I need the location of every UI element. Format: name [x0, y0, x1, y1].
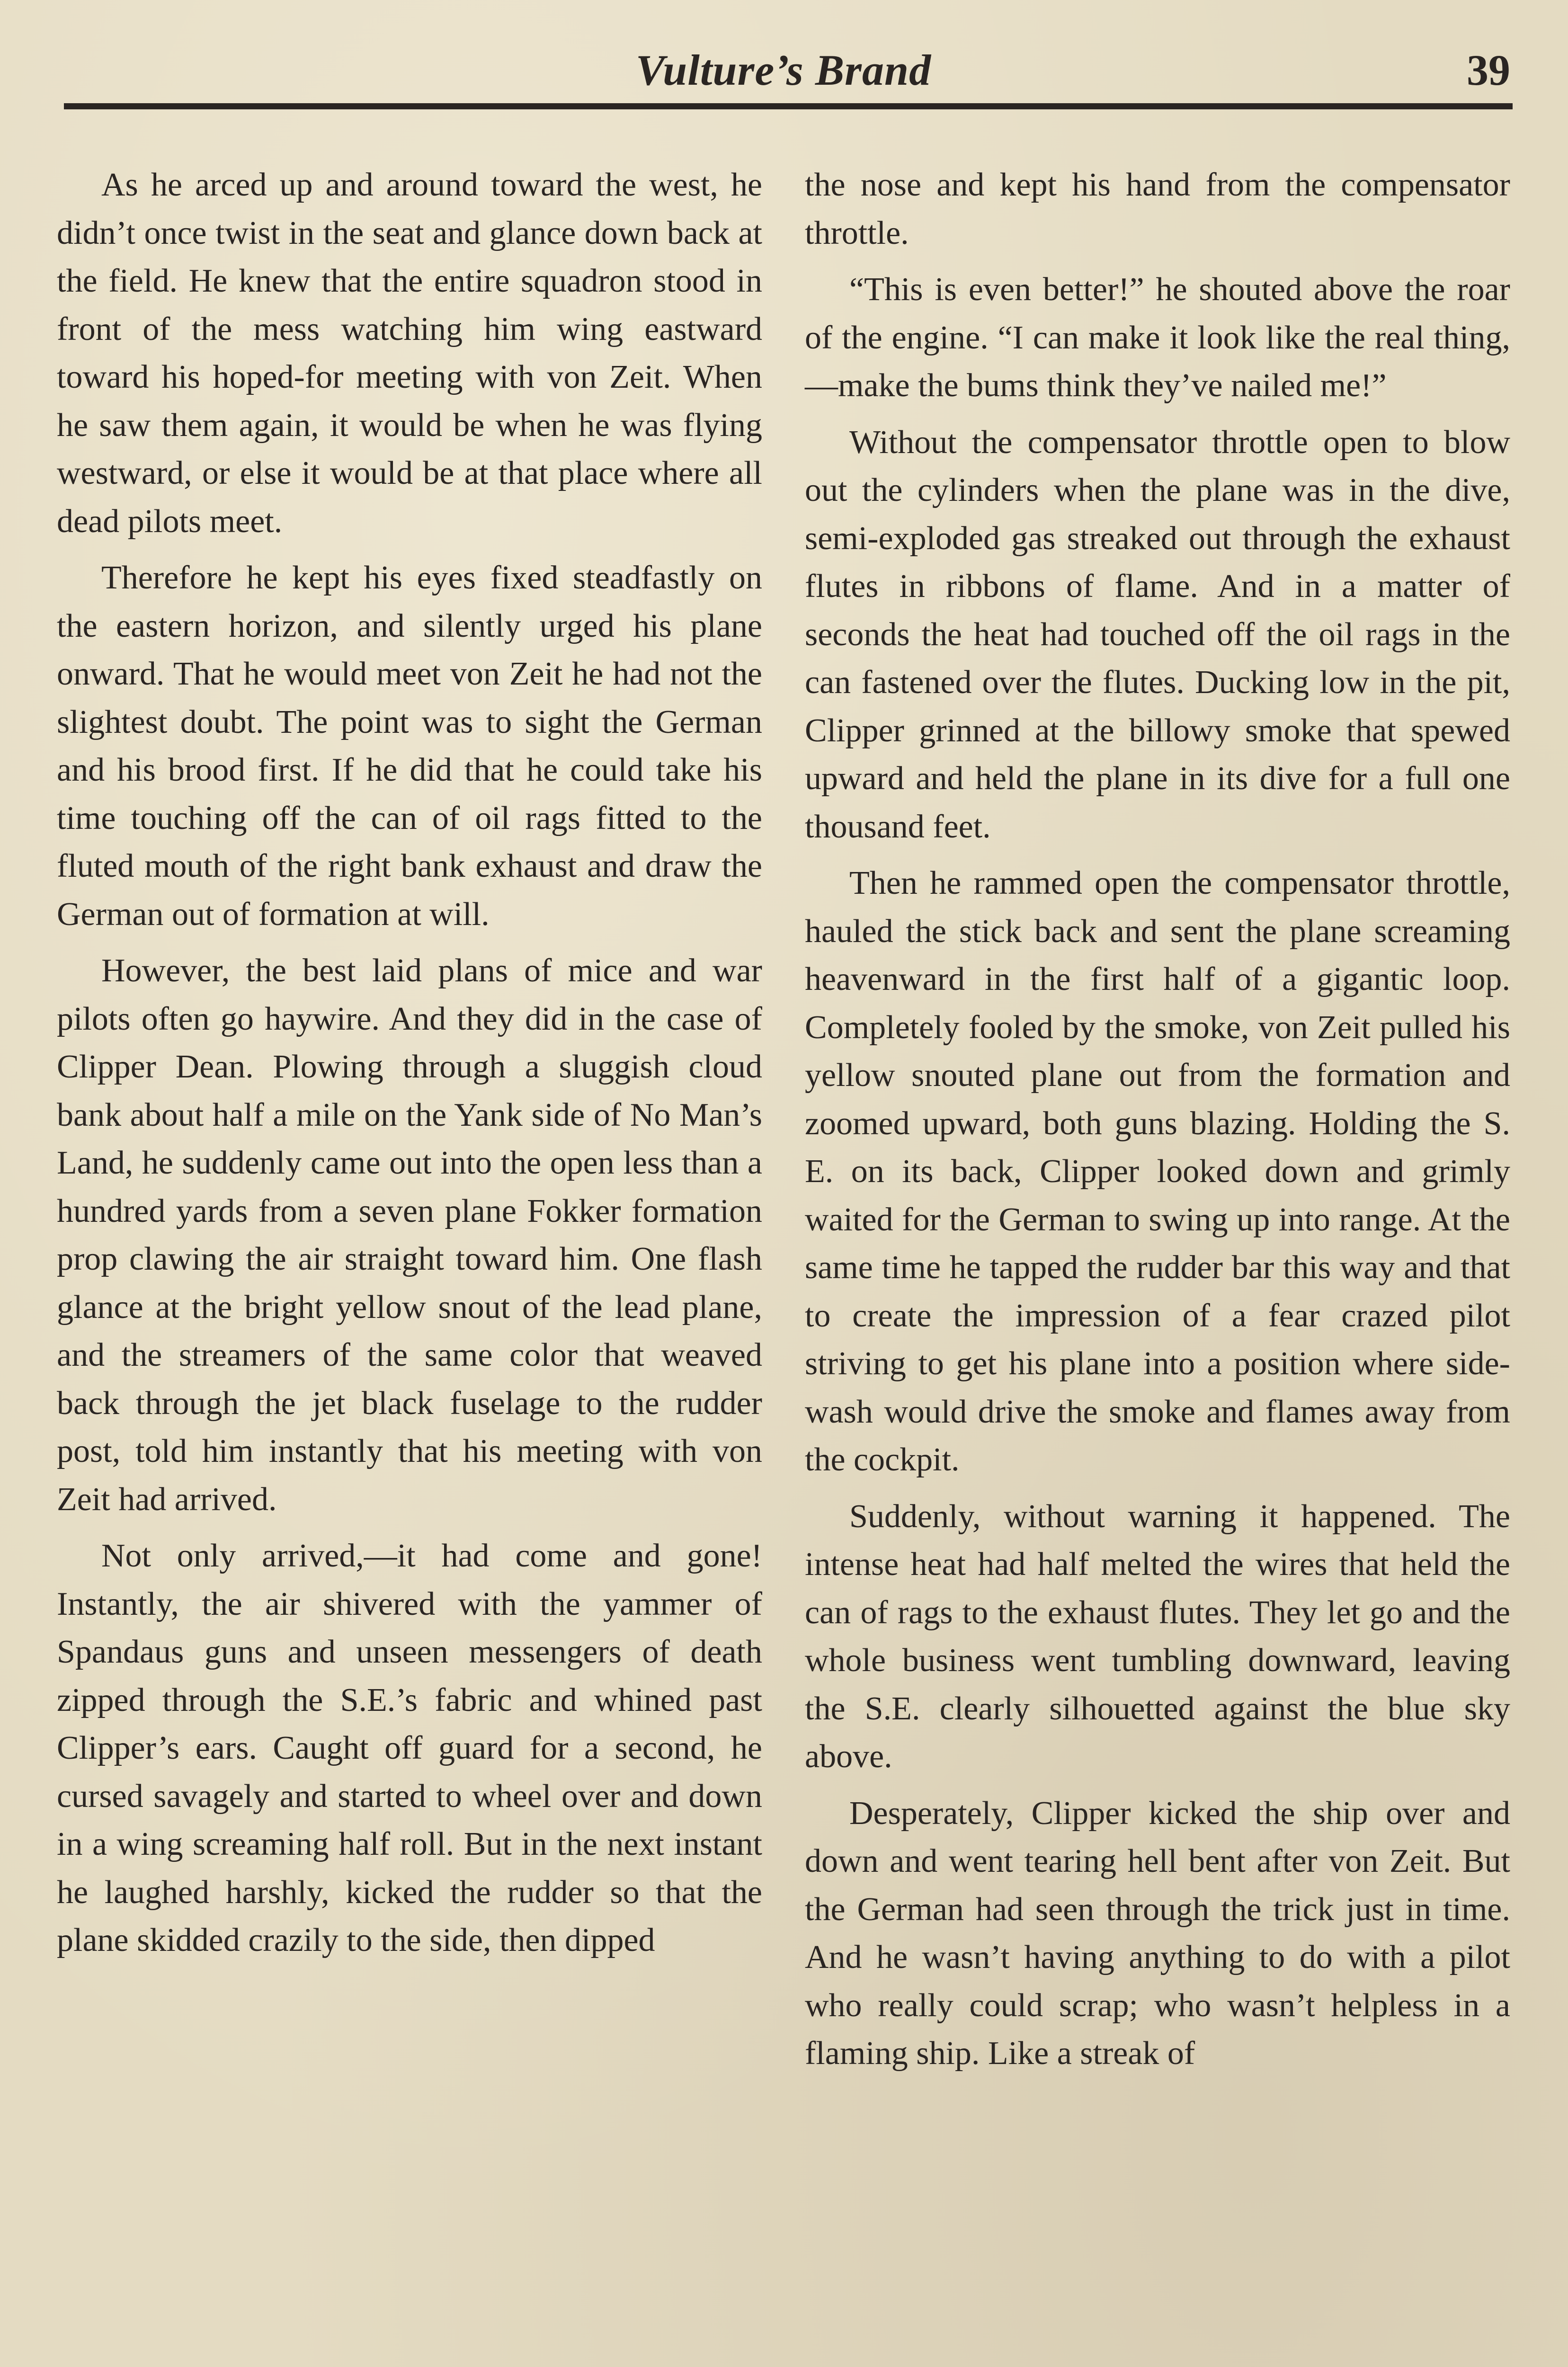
running-title: Vulture’s Brand [635, 46, 932, 94]
paragraph: Suddenly, without warning it happened. The intense heat had half melted the wires that held the can of rags to the exhaust flutes. They let go and the whole business went tumbling downward, leaving the S.E. clearly silhouetted against the blue sky above. [805, 1498, 1510, 1775]
paragraph: “This is even better!” he shouted above the roar of the engine. “I can make it look like the real thing,—make the bums think they’ve nailed me!” [805, 271, 1510, 404]
header-rule [64, 103, 1513, 109]
paragraph: Not only arrived,—it had come and gone! Instantly, the air shivered with the yammer of Spandaus guns and unseen messengers of death zipped through the S.E.’s fabric and whined past Clipper’s ears. Caught off guard for a second, he cursed savagely and started to wheel over and down in a wing screaming half roll. But in the next instant he laughed harshly, kicked the rudder so that the plane skidded crazily to the side, then dipped [57, 1538, 762, 1958]
paragraph: Then he rammed open the compensator throttle, hauled the stick back and sent the plane screaming heavenward in the first half of a gigantic loop. Completely fooled by the smoke, von Zeit pulled his yellow snouted plane out from the formation and zoomed upward, both guns blazing. Holding the S. E. on its back, Clipper looked down and grimly waited for the German to swing up into range. At the same time he tapped the rudder bar this way and that to create the impression of a fear crazed pilot striving to get his plane into a position where side-wash would drive the smoke and flames away from the cockpit. [805, 865, 1510, 1478]
paragraph-continued: the nose and kept his hand from the compensator throttle. [805, 167, 1510, 251]
paragraph: Desperately, Clipper kicked the ship over and down and went tearing hell bent after von Zeit. But the German had seen through the trick just in time. And he wasn’t having anything to do with a pilot who really could scrap; who wasn’t helpless in a flaming ship. Like a streak of [805, 1795, 1510, 2072]
paragraph: Without the compensator throttle open to blow out the cylinders when the plane was in the dive, semi-exploded gas streaked out through the exhaust flutes in ribbons of flame. And in a matter of seconds the heat had touched off the oil rags in the can fastened over the flutes. Ducking low in the pit, Clipper grinned at the billowy smoke that spewed upward and held the plane in its dive for a full one thousand feet. [805, 424, 1510, 845]
paragraph: However, the best laid plans of mice and war pilots often go haywire. And they did in the case of Clipper Dean. Plowing through a sluggish cloud bank about half a mile on the Yank side of No Man’s Land, he suddenly came out into the open less than a hundred yards from a seven plane Fokker formation prop clawing the air straight toward him. One flash glance at the bright yellow snout of the lead plane, and the streamers of the same color that weaved back through the jet black fuselage to the rudder post, told him instantly that his meeting with von Zeit had arrived. [57, 952, 762, 1518]
page-number: 39 [1467, 46, 1510, 94]
left-column [57, 161, 762, 1973]
right-column [805, 161, 1510, 2086]
paragraph: Therefore he kept his eyes fixed steadfastly on the eastern horizon, and silently urged his plane onward. That he would meet von Zeit he had not the slightest doubt. The point was to sight the German and his brood first. If he did that he could take his time touching off the can of oil rags fitted to the fluted mouth of the right bank exhaust and draw the German out of formation at will. [57, 560, 762, 933]
paragraph: As he arced up and around toward the west, he didn’t once twist in the seat and glance down back at the field. He knew that the entire squadron stood in front of the mess watching him wing eastward toward his hoped-for meeting with von Zeit. When he saw them again, it would be when he was flying westward, or else it would be at that place where all dead pilots meet. [57, 167, 762, 540]
running-header [57, 45, 1510, 102]
